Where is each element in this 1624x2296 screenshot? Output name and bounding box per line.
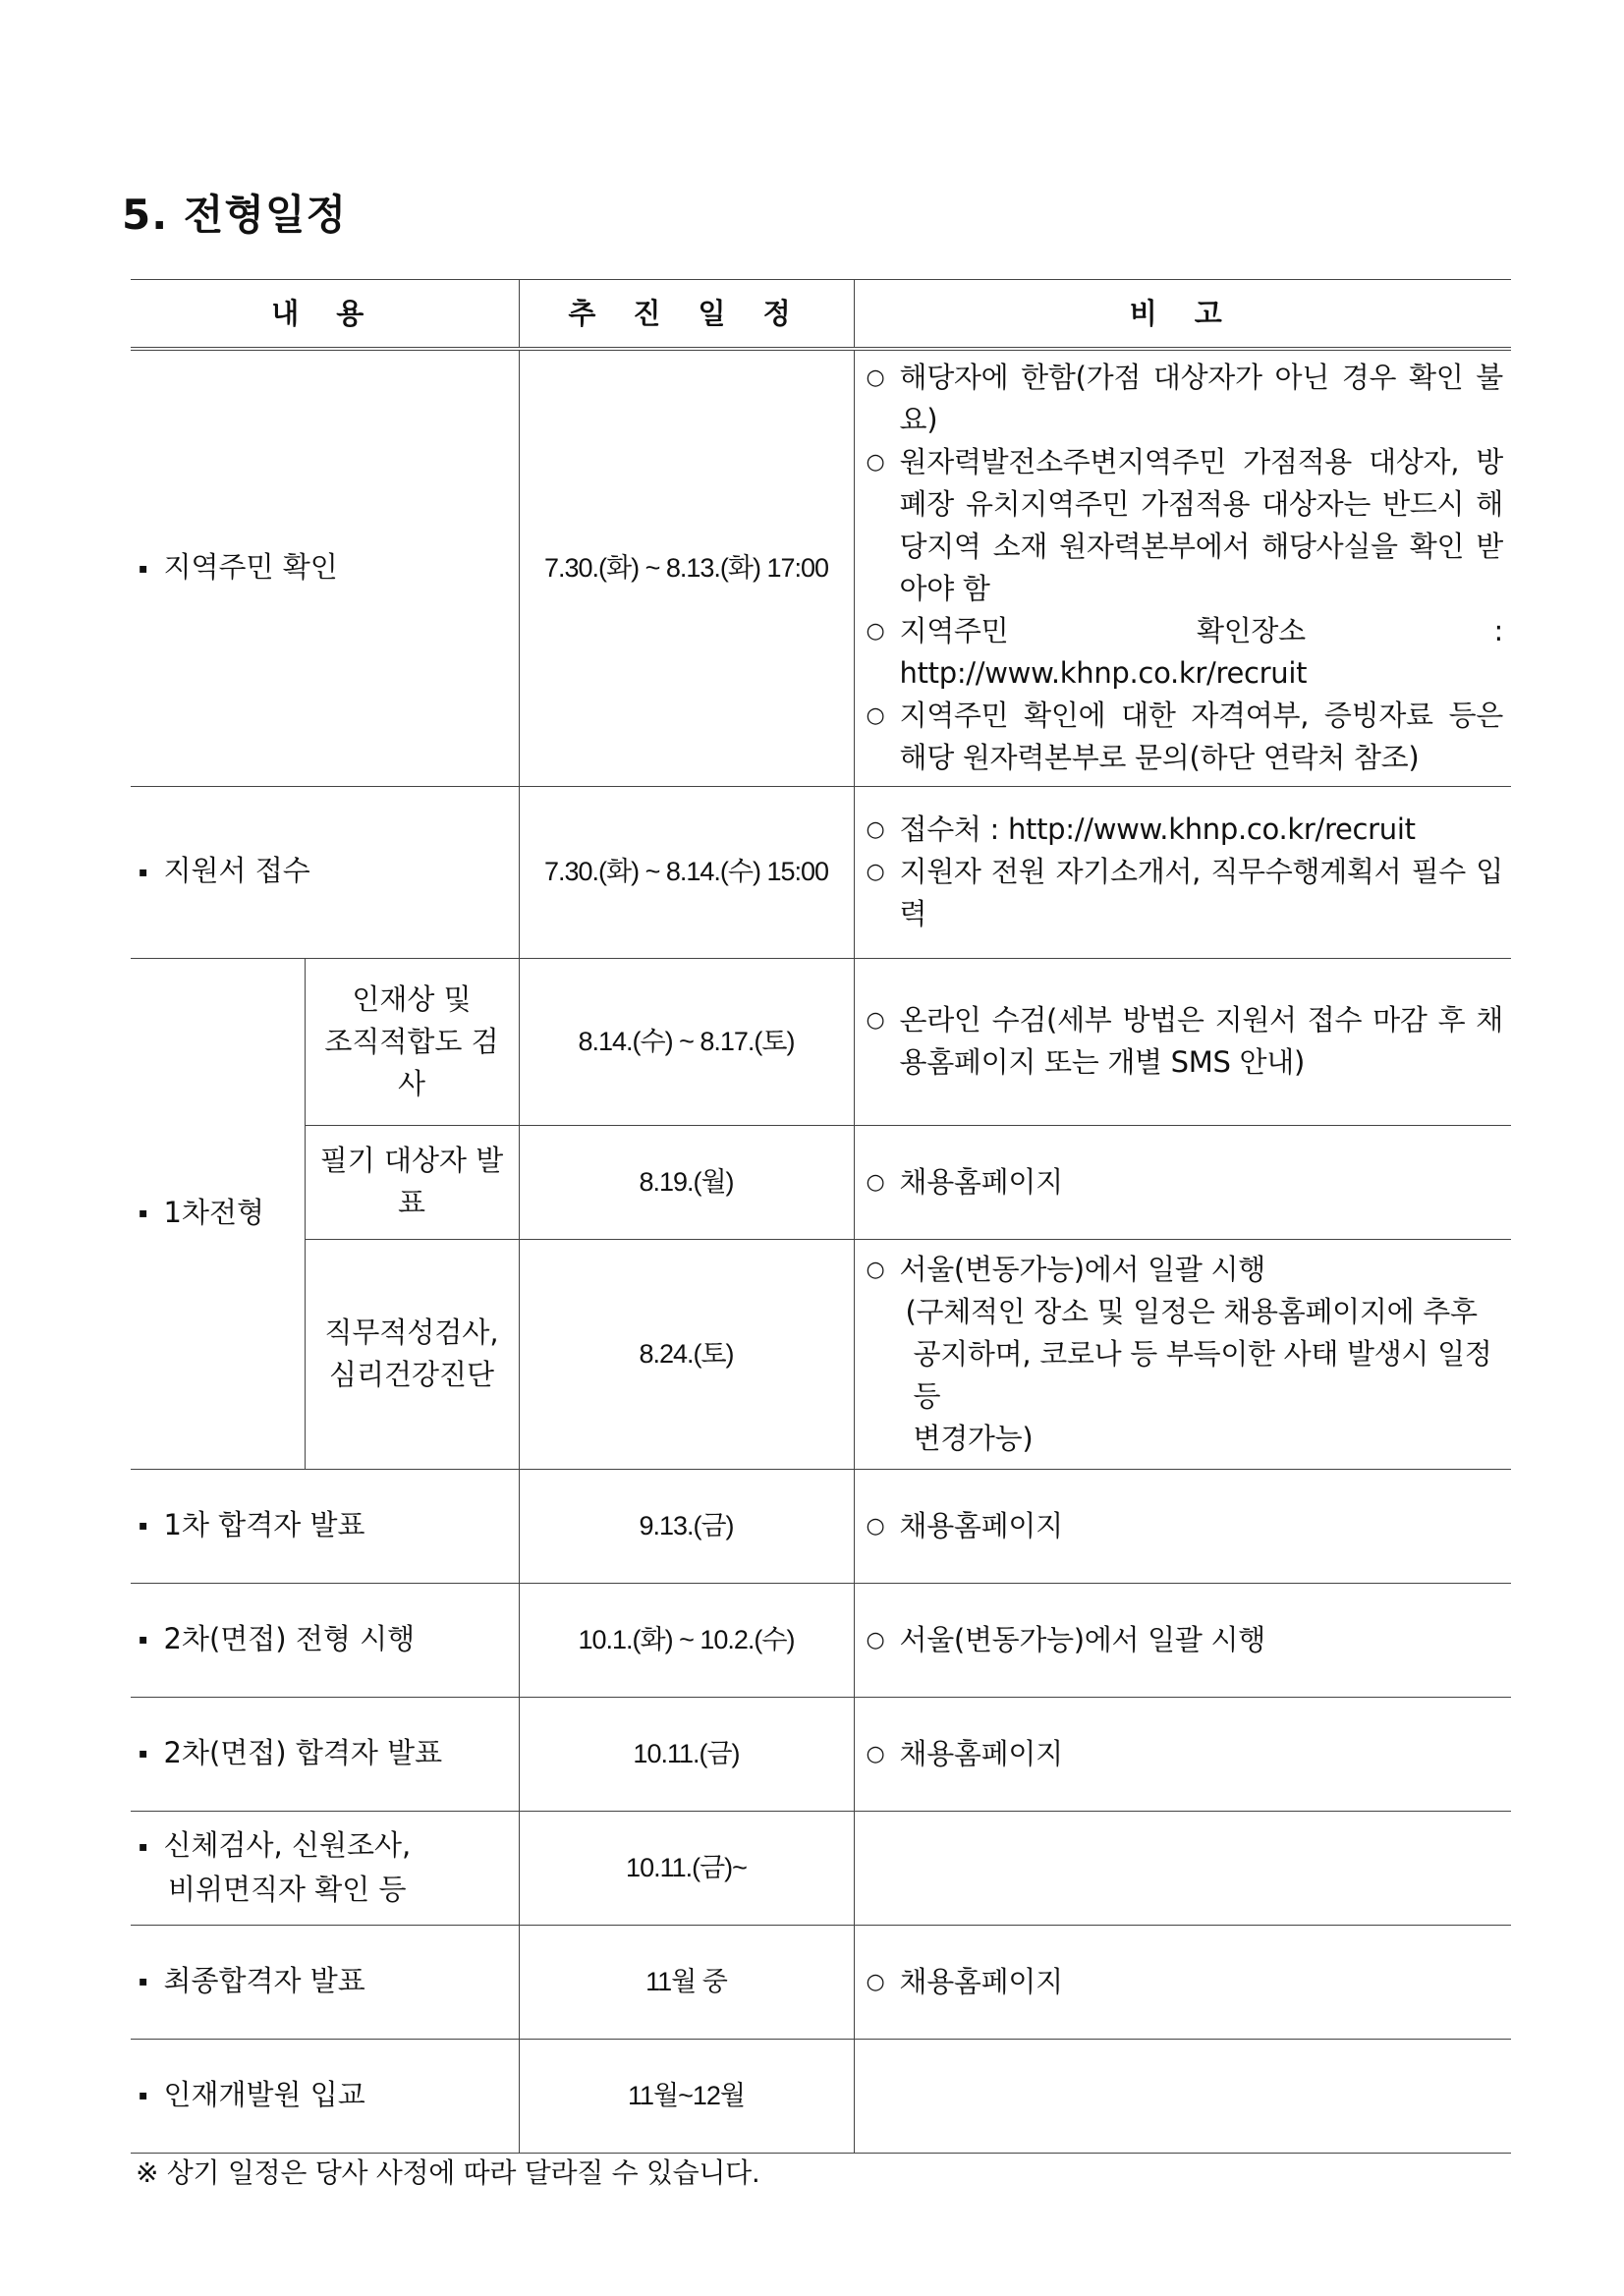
sub-item-line: 심리건강진단	[328, 1358, 495, 1391]
sub-item-line: 직무적성검사,	[324, 1316, 499, 1349]
header-schedule: 추 진 일 정	[519, 280, 854, 350]
table-row	[131, 1697, 1511, 1811]
sub-item: 필기 대상자 발표	[305, 1125, 519, 1239]
item-label: 인재개발원 입교	[163, 2077, 365, 2111]
sub-item-line: 인재상 및	[352, 981, 472, 1016]
row-item	[131, 349, 519, 786]
row-item	[131, 1697, 519, 1811]
row-notes	[854, 786, 1511, 958]
note-item	[863, 1733, 1504, 1775]
square-bullet-icon: ▪	[139, 2088, 148, 2104]
circle-bullet-icon: ○	[866, 860, 885, 884]
row-item	[131, 1583, 519, 1697]
square-bullet-icon: ▪	[139, 1838, 148, 1855]
header-remarks: 비 고	[854, 280, 1511, 350]
table-row	[131, 1583, 1511, 1697]
circle-bullet-icon: ○	[866, 1257, 885, 1282]
circle-bullet-icon: ○	[866, 1627, 885, 1652]
row-date: 9.13.(금)	[519, 1469, 854, 1583]
row-date: 7.30.(화) ~ 8.13.(화) 17:00	[519, 349, 854, 786]
note-text: 지역주민 확인장소 : http://www.khnp.co.kr/recruit	[899, 614, 1503, 691]
row-notes	[854, 1469, 1511, 1583]
row-item	[131, 2039, 519, 2153]
note-item	[863, 610, 1504, 695]
table-row	[131, 349, 1511, 786]
item-label: 지원서 접수	[163, 854, 310, 888]
row-notes	[854, 1239, 1511, 1469]
row-date: 10.11.(금)	[519, 1697, 854, 1811]
circle-bullet-icon: ○	[866, 1008, 885, 1033]
row-date: 11월~12월	[519, 2039, 854, 2153]
table-row	[131, 1925, 1511, 2039]
table-row	[131, 1811, 1511, 1925]
table-header-row	[131, 280, 1511, 350]
note-text: 채용홈페이지	[899, 1164, 1063, 1199]
note-item	[863, 1249, 1504, 1291]
row-notes	[854, 1583, 1511, 1697]
row-notes	[854, 958, 1511, 1125]
row-notes	[854, 1925, 1511, 2039]
square-bullet-icon: ▪	[139, 1518, 148, 1535]
square-bullet-icon: ▪	[139, 1632, 148, 1649]
row-date: 7.30.(화) ~ 8.14.(수) 15:00	[519, 786, 854, 958]
item-label: 2차(면접) 합격자 발표	[163, 1735, 443, 1769]
row-item	[131, 786, 519, 958]
row-date: 8.24.(토)	[519, 1239, 854, 1469]
table-row	[131, 2039, 1511, 2153]
circle-bullet-icon: ○	[866, 1969, 885, 1994]
table-row	[131, 786, 1511, 958]
note-text: 서울(변동가능)에서 일괄 시행	[899, 1252, 1265, 1286]
note-text: 원자력발전소주변지역주민 가점적용 대상자, 방폐장 유치지역주민 가점적용 대상자는 반드시 해당지역 소재 원자력본부에서 해당사실을 확인 받아야 함	[899, 445, 1503, 606]
item-label: 1차 합격자 발표	[163, 1507, 365, 1541]
note-text: 채용홈페이지	[899, 1508, 1063, 1542]
note-text: 채용홈페이지	[899, 1964, 1063, 1998]
note-text: 접수처 : http://www.khnp.co.kr/recruit	[899, 812, 1416, 846]
note-detail-line: (구체적인 장소 및 일정은 채용홈페이지에 추후	[905, 1294, 1478, 1328]
circle-bullet-icon: ○	[866, 703, 885, 729]
note-item	[863, 851, 1504, 935]
note-item	[863, 809, 1504, 851]
sub-item-line: 조직적합도 검사	[324, 1024, 499, 1100]
note-item	[863, 999, 1504, 1084]
table-row	[131, 958, 1511, 1125]
row-item	[131, 1811, 519, 1925]
square-bullet-icon: ▪	[139, 864, 148, 880]
circle-bullet-icon: ○	[866, 817, 885, 842]
note-detail-line: 변경가능)	[913, 1421, 1034, 1455]
circle-bullet-icon: ○	[866, 1169, 885, 1195]
note-item	[863, 1505, 1504, 1547]
row-notes	[854, 2039, 1511, 2153]
sub-item	[305, 958, 519, 1125]
section-heading: 5. 전형일정	[122, 191, 348, 239]
table-row	[131, 1239, 1511, 1469]
header-content: 내 용	[131, 280, 519, 350]
circle-bullet-icon: ○	[866, 365, 885, 391]
footnote: ※ 상기 일정은 당사 사정에 따라 달라질 수 있습니다.	[136, 2156, 760, 2189]
square-bullet-icon: ▪	[139, 1974, 148, 1990]
circle-bullet-icon: ○	[866, 619, 885, 644]
item-label: 1차전형	[163, 1195, 264, 1229]
row-date: 10.11.(금)~	[519, 1811, 854, 1925]
note-text: 지원자 전원 자기소개서, 직무수행계획서 필수 입력	[899, 855, 1503, 930]
note-text: 채용홈페이지	[899, 1736, 1063, 1770]
note-item	[863, 441, 1504, 610]
note-text: 서울(변동가능)에서 일괄 시행	[899, 1622, 1265, 1656]
note-text: 지역주민 확인에 대한 자격여부, 증빙자료 등은 해당 원자력본부로 문의(하단 연락처 참조)	[899, 699, 1503, 775]
row-notes	[854, 1697, 1511, 1811]
note-text: 온라인 수검(세부 방법은 지원서 접수 마감 후 채용홈페이지 또는 개별 SMS 안내)	[899, 1003, 1503, 1079]
schedule-table	[131, 279, 1511, 2154]
note-item	[863, 1961, 1504, 2003]
square-bullet-icon: ▪	[139, 560, 148, 577]
sub-item	[305, 1239, 519, 1469]
table-row	[131, 1469, 1511, 1583]
square-bullet-icon: ▪	[139, 1746, 148, 1763]
item-label: 2차(면접) 전형 시행	[163, 1621, 416, 1655]
note-item	[863, 1161, 1504, 1204]
table-row	[131, 1125, 1511, 1239]
row-notes	[854, 349, 1511, 786]
note-detail-line: 공지하며, 코로나 등 부득이한 사태 발생시 일정 등	[913, 1336, 1492, 1413]
item-label: 최종합격자 발표	[163, 1963, 365, 1997]
circle-bullet-icon: ○	[866, 450, 885, 476]
row-item	[131, 958, 305, 1469]
row-date: 11월 중	[519, 1925, 854, 2039]
item-label: 지역주민 확인	[163, 550, 338, 584]
note-item	[863, 357, 1504, 441]
row-item	[131, 1925, 519, 2039]
note-item	[863, 1619, 1504, 1661]
circle-bullet-icon: ○	[866, 1741, 885, 1766]
row-date: 8.14.(수) ~ 8.17.(토)	[519, 958, 854, 1125]
item-label: 신체검사, 신원조사,	[163, 1828, 412, 1863]
row-date: 10.1.(화) ~ 10.2.(수)	[519, 1583, 854, 1697]
row-date: 8.19.(월)	[519, 1125, 854, 1239]
note-text: 해당자에 한함(가점 대상자가 아닌 경우 확인 불요)	[899, 361, 1503, 437]
row-item	[131, 1469, 519, 1583]
item-label-line2: 비위면직자 확인 등	[168, 1872, 407, 1906]
row-notes	[854, 1125, 1511, 1239]
note-item	[863, 695, 1504, 779]
circle-bullet-icon: ○	[866, 1513, 885, 1539]
row-notes	[854, 1811, 1511, 1925]
square-bullet-icon: ▪	[139, 1205, 148, 1222]
